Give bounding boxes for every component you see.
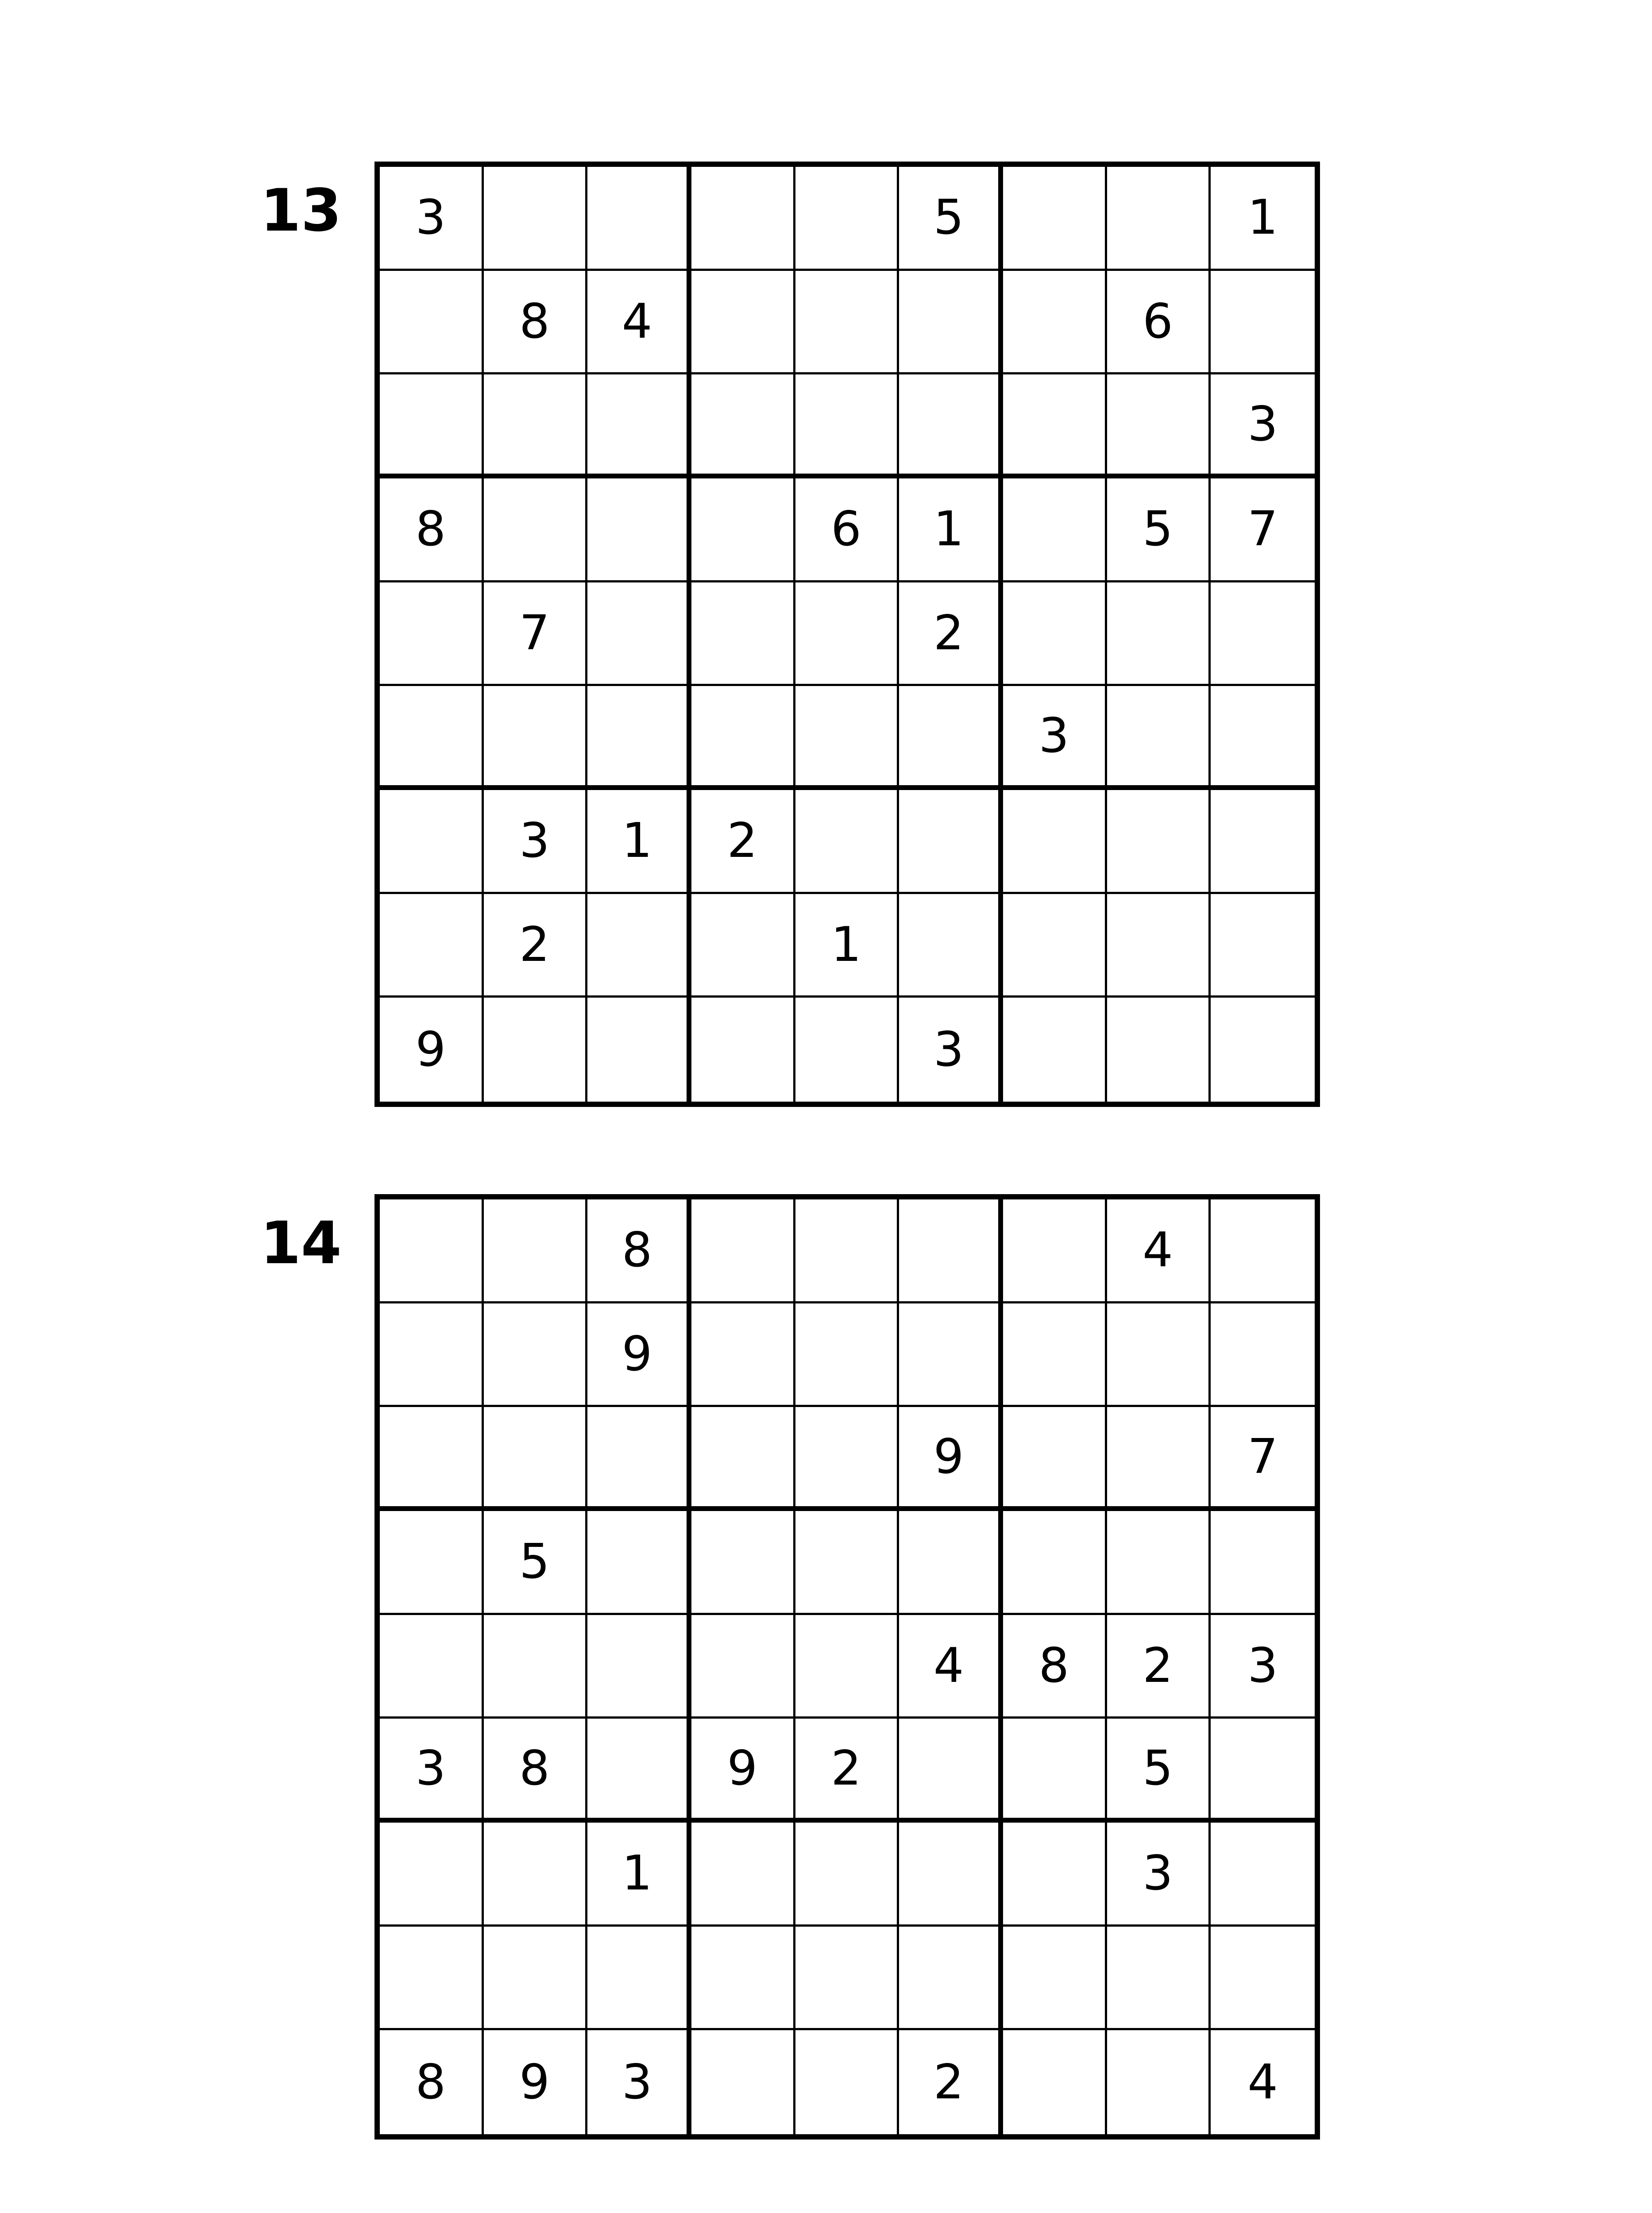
sudoku-cell-r8c7[interactable] (1003, 1927, 1107, 2031)
sudoku-cell-r6c1[interactable] (380, 686, 484, 790)
sudoku-cell-r8c8[interactable] (1107, 1927, 1211, 2031)
sudoku-cell-r9c6[interactable]: 2 (899, 2030, 1003, 2134)
sudoku-cell-r7c8[interactable] (1107, 790, 1211, 894)
sudoku-cell-r1c9[interactable]: 1 (1211, 167, 1315, 271)
sudoku-cell-r5c3[interactable] (587, 1615, 691, 1719)
sudoku-cell-r6c1[interactable]: 3 (380, 1719, 484, 1823)
sudoku-cell-r7c6[interactable] (899, 790, 1003, 894)
sudoku-cell-r9c1[interactable]: 9 (380, 998, 484, 1102)
sudoku-cell-r4c5[interactable] (795, 1511, 899, 1615)
sudoku-cell-r9c7[interactable] (1003, 998, 1107, 1102)
sudoku-cell-r8c6[interactable] (899, 1927, 1003, 2031)
sudoku-cell-r8c3[interactable] (587, 1927, 691, 2031)
sudoku-cell-r2c8[interactable] (1107, 1303, 1211, 1407)
sudoku-cell-r8c4[interactable] (691, 1927, 795, 2031)
sudoku-cell-r6c2[interactable] (484, 686, 588, 790)
sudoku-cell-r9c1[interactable]: 8 (380, 2030, 484, 2134)
sudoku-cell-r5c4[interactable] (691, 582, 795, 686)
sudoku-cell-r1c5[interactable] (795, 167, 899, 271)
sudoku-cell-r9c2[interactable] (484, 998, 588, 1102)
sudoku-cell-r6c4[interactable]: 9 (691, 1719, 795, 1823)
sudoku-cell-r4c4[interactable] (691, 478, 795, 582)
sudoku-cell-r2c9[interactable] (1211, 271, 1315, 375)
sudoku-cell-r7c3[interactable]: 1 (587, 1823, 691, 1927)
sudoku-cell-r9c3[interactable] (587, 998, 691, 1102)
sudoku-cell-r7c4[interactable] (691, 1823, 795, 1927)
sudoku-grid (374, 1194, 1320, 2140)
sudoku-cell-r9c4[interactable] (691, 998, 795, 1102)
sudoku-cell-r7c1[interactable] (380, 790, 484, 894)
sudoku-cell-r4c7[interactable] (1003, 1511, 1107, 1615)
sudoku-cell-r5c6[interactable]: 2 (899, 582, 1003, 686)
sudoku-cell-r9c4[interactable] (691, 2030, 795, 2134)
sudoku-cell-r7c2[interactable]: 3 (484, 790, 588, 894)
sudoku-cell-r3c6[interactable] (899, 374, 1003, 478)
sudoku-cell-r5c8[interactable]: 2 (1107, 1615, 1211, 1719)
sudoku-cell-r7c6[interactable] (899, 1823, 1003, 1927)
sudoku-cell-r4c2[interactable]: 5 (484, 1511, 588, 1615)
sudoku-cell-r9c9[interactable]: 4 (1247, 2055, 1278, 2110)
sudoku-cell-r1c2[interactable] (484, 1199, 588, 1303)
sudoku-cell-r2c7[interactable] (1003, 271, 1107, 375)
sudoku-cell-r5c7[interactable]: 8 (1003, 1615, 1107, 1719)
sudoku-cell-r3c5[interactable] (795, 1407, 899, 1511)
sudoku-cell-r6c8[interactable] (1107, 686, 1211, 790)
sudoku-cell-r2c9[interactable] (1211, 1303, 1315, 1407)
sudoku-grid (374, 162, 1320, 1107)
sudoku-cell-r5c6[interactable]: 4 (899, 1615, 1003, 1719)
sudoku-cell-r4c9[interactable] (1211, 1511, 1315, 1615)
sudoku-cell-r7c5[interactable] (795, 1823, 899, 1927)
sudoku-cell-r8c1[interactable] (380, 894, 484, 998)
sudoku-cell-r8c7[interactable] (1003, 894, 1107, 998)
sudoku-cell-r5c1[interactable] (380, 582, 484, 686)
sudoku-cell-r8c9[interactable] (1211, 894, 1315, 998)
sudoku-cell-r2c2[interactable]: 8 (484, 271, 588, 375)
sudoku-cell-r6c6[interactable] (899, 686, 1003, 790)
sudoku-cell-r8c2[interactable] (484, 1927, 588, 2031)
sudoku-cell-r7c5[interactable] (795, 790, 899, 894)
sudoku-cell-r5c2[interactable] (484, 1615, 588, 1719)
sudoku-cell-r5c2[interactable]: 7 (484, 582, 588, 686)
sudoku-cell-r3c2[interactable] (484, 374, 588, 478)
sudoku-cell-r2c1[interactable] (380, 1303, 484, 1407)
sudoku-cell-r8c6[interactable] (899, 894, 1003, 998)
sudoku-cell-r9c8[interactable] (1107, 998, 1211, 1102)
sudoku-cell-r7c7[interactable] (1003, 1823, 1107, 1927)
sudoku-cell-r6c4[interactable] (691, 686, 795, 790)
sudoku-cell-r2c6[interactable] (899, 1303, 1003, 1407)
sudoku-cell-r3c3[interactable] (587, 1407, 691, 1511)
sudoku-cell-r1c6[interactable] (899, 1199, 1003, 1303)
sudoku-cell-r9c5[interactable] (795, 2030, 899, 2134)
sudoku-cell-r5c1[interactable] (380, 1615, 484, 1719)
sudoku-cell-r6c2[interactable]: 8 (484, 1719, 588, 1823)
sudoku-cell-r1c8[interactable]: 4 (1107, 1199, 1211, 1303)
sudoku-cell-r7c4[interactable]: 2 (691, 790, 795, 894)
sudoku-cell-r2c4[interactable] (691, 1303, 795, 1407)
puzzle-number: 13 (260, 177, 342, 245)
sudoku-cell-r7c7[interactable] (1003, 790, 1107, 894)
sudoku-cell-r3c9[interactable]: 3 (1211, 374, 1315, 478)
sudoku-cell-r1c4[interactable] (691, 1199, 795, 1303)
sudoku-cell-r7c9[interactable] (1211, 1823, 1315, 1927)
sudoku-cell-r8c5[interactable]: 1 (795, 894, 899, 998)
sudoku-cell-r2c4[interactable] (691, 271, 795, 375)
sudoku-cell-r5c7[interactable] (1003, 582, 1107, 686)
sudoku-cell-r2c5[interactable] (795, 271, 899, 375)
sudoku-cell-r3c6[interactable]: 9 (899, 1407, 1003, 1511)
sudoku-cell-r3c1[interactable] (380, 374, 484, 478)
sudoku-cell-r8c2[interactable]: 2 (484, 894, 588, 998)
sudoku-cell-r1c1[interactable]: 3 (380, 167, 484, 271)
sudoku-cell-r7c1[interactable] (380, 1823, 484, 1927)
sudoku-cell-r8c4[interactable] (691, 894, 795, 998)
sudoku-cell-r8c8[interactable] (1107, 894, 1211, 998)
sudoku-cell-r9c3[interactable]: 3 (587, 2030, 691, 2134)
sudoku-cell-r6c9[interactable] (1211, 686, 1315, 790)
sudoku-cell-r7c9[interactable] (1211, 790, 1315, 894)
sudoku-cell-r4c3[interactable] (587, 478, 691, 582)
sudoku-cell-r1c4[interactable] (691, 167, 795, 271)
sudoku-cell-r3c4[interactable] (691, 1407, 795, 1511)
sudoku-cell-r6c5[interactable] (795, 686, 899, 790)
sudoku-cell-r2c6[interactable] (899, 271, 1003, 375)
sudoku-cell-r1c6[interactable]: 5 (899, 167, 1003, 271)
sudoku-cell-r6c8[interactable]: 5 (1107, 1719, 1211, 1823)
sudoku-cell-r5c4[interactable] (691, 1615, 795, 1719)
sudoku-cell-r4c8[interactable] (1107, 1511, 1211, 1615)
sudoku-cell-r1c3[interactable] (587, 167, 691, 271)
sudoku-cell-r9c7[interactable] (1003, 2030, 1107, 2134)
sudoku-cell-r2c2[interactable] (484, 1303, 588, 1407)
sudoku-cell-r3c1[interactable] (380, 1407, 484, 1511)
sudoku-cell-r8c1[interactable] (380, 1927, 484, 2031)
sudoku-cell-r5c8[interactable] (1107, 582, 1211, 686)
sudoku-cell-r6c9[interactable] (1211, 1719, 1315, 1823)
sudoku-cell-r9c6[interactable]: 3 (899, 998, 1003, 1102)
sudoku-cell-r2c3[interactable]: 9 (587, 1303, 691, 1407)
sudoku-cell-r2c1[interactable] (380, 271, 484, 375)
sudoku-cell-r6c5[interactable]: 2 (795, 1719, 899, 1823)
sudoku-cell-r3c7[interactable] (1003, 1407, 1107, 1511)
sudoku-cell-r5c5[interactable] (795, 1615, 899, 1719)
sudoku-cell-r5c5[interactable] (795, 582, 899, 686)
sudoku-cell-r8c9[interactable] (1211, 1927, 1315, 2031)
sudoku-cell-r4c5[interactable]: 6 (795, 478, 899, 582)
sudoku-cell-r9c9[interactable] (1211, 998, 1315, 1102)
sudoku-cell-r6c3[interactable] (587, 1719, 691, 1823)
sudoku-cell-r9c8[interactable] (1107, 2030, 1211, 2134)
sudoku-cell-r3c3[interactable] (587, 374, 691, 478)
sudoku-cell-r4c1[interactable] (380, 1511, 484, 1615)
sudoku-cell-r1c8[interactable] (1107, 167, 1211, 271)
sudoku-cell-r6c7[interactable] (1003, 1719, 1107, 1823)
sudoku-cell-r5c9[interactable]: 3 (1211, 1615, 1315, 1719)
sudoku-cell-r5c9[interactable] (1211, 582, 1315, 686)
sudoku-cell-r2c5[interactable] (795, 1303, 899, 1407)
sudoku-cell-r1c3[interactable]: 8 (587, 1199, 691, 1303)
sudoku-cell-r1c2[interactable] (484, 167, 588, 271)
sudoku-cell-r3c4[interactable] (691, 374, 795, 478)
sudoku-cell-r3c7[interactable] (1003, 374, 1107, 478)
sudoku-cell-r2c3[interactable]: 4 (587, 271, 691, 375)
sudoku-cell-r7c2[interactable] (484, 1823, 588, 1927)
sudoku-cell-r3c8[interactable] (1107, 374, 1211, 478)
sudoku-cell-r4c6[interactable]: 1 (899, 478, 1003, 582)
sudoku-cell-r6c3[interactable] (587, 686, 691, 790)
sudoku-cell-r4c4[interactable] (691, 1511, 795, 1615)
sudoku-cell-r1c7[interactable] (1003, 167, 1107, 271)
sudoku-cell-r6c6[interactable] (899, 1719, 1003, 1823)
sudoku-cell-r4c1[interactable]: 8 (380, 478, 484, 582)
sudoku-cell-r3c8[interactable] (1107, 1407, 1211, 1511)
sudoku-cell-r4c7[interactable] (1003, 478, 1107, 582)
sudoku-cell-r4c2[interactable] (484, 478, 588, 582)
sudoku-cell-r4c3[interactable] (587, 1511, 691, 1615)
sudoku-cell-r4c6[interactable] (899, 1511, 1003, 1615)
sudoku-cell-r2c8[interactable]: 6 (1107, 271, 1211, 375)
sudoku-cell-r1c1[interactable] (380, 1199, 484, 1303)
sudoku-cell-r6c7[interactable]: 3 (1003, 686, 1107, 790)
sudoku-cell-r4c9[interactable]: 7 (1211, 478, 1315, 582)
sudoku-cell-r7c3[interactable]: 1 (587, 790, 691, 894)
sudoku-cell-r1c5[interactable] (795, 1199, 899, 1303)
sudoku-cell-r8c3[interactable] (587, 894, 691, 998)
sudoku-cell-r9c5[interactable] (795, 998, 899, 1102)
puzzle-number: 14 (260, 1209, 342, 1277)
sudoku-cell-r4c8[interactable]: 5 (1107, 478, 1211, 582)
sudoku-cell-r3c2[interactable] (484, 1407, 588, 1511)
sudoku-cell-r5c3[interactable] (587, 582, 691, 686)
sudoku-cell-r9c2[interactable]: 9 (484, 2030, 588, 2134)
sudoku-cell-r1c7[interactable] (1003, 1199, 1107, 1303)
sudoku-cell-r3c9[interactable]: 7 (1211, 1407, 1315, 1511)
sudoku-cell-r3c5[interactable] (795, 374, 899, 478)
sudoku-cell-r7c8[interactable]: 3 (1107, 1823, 1211, 1927)
sudoku-cell-r1c9[interactable] (1211, 1199, 1315, 1303)
sudoku-cell-r2c7[interactable] (1003, 1303, 1107, 1407)
sudoku-cell-r8c5[interactable] (795, 1927, 899, 2031)
